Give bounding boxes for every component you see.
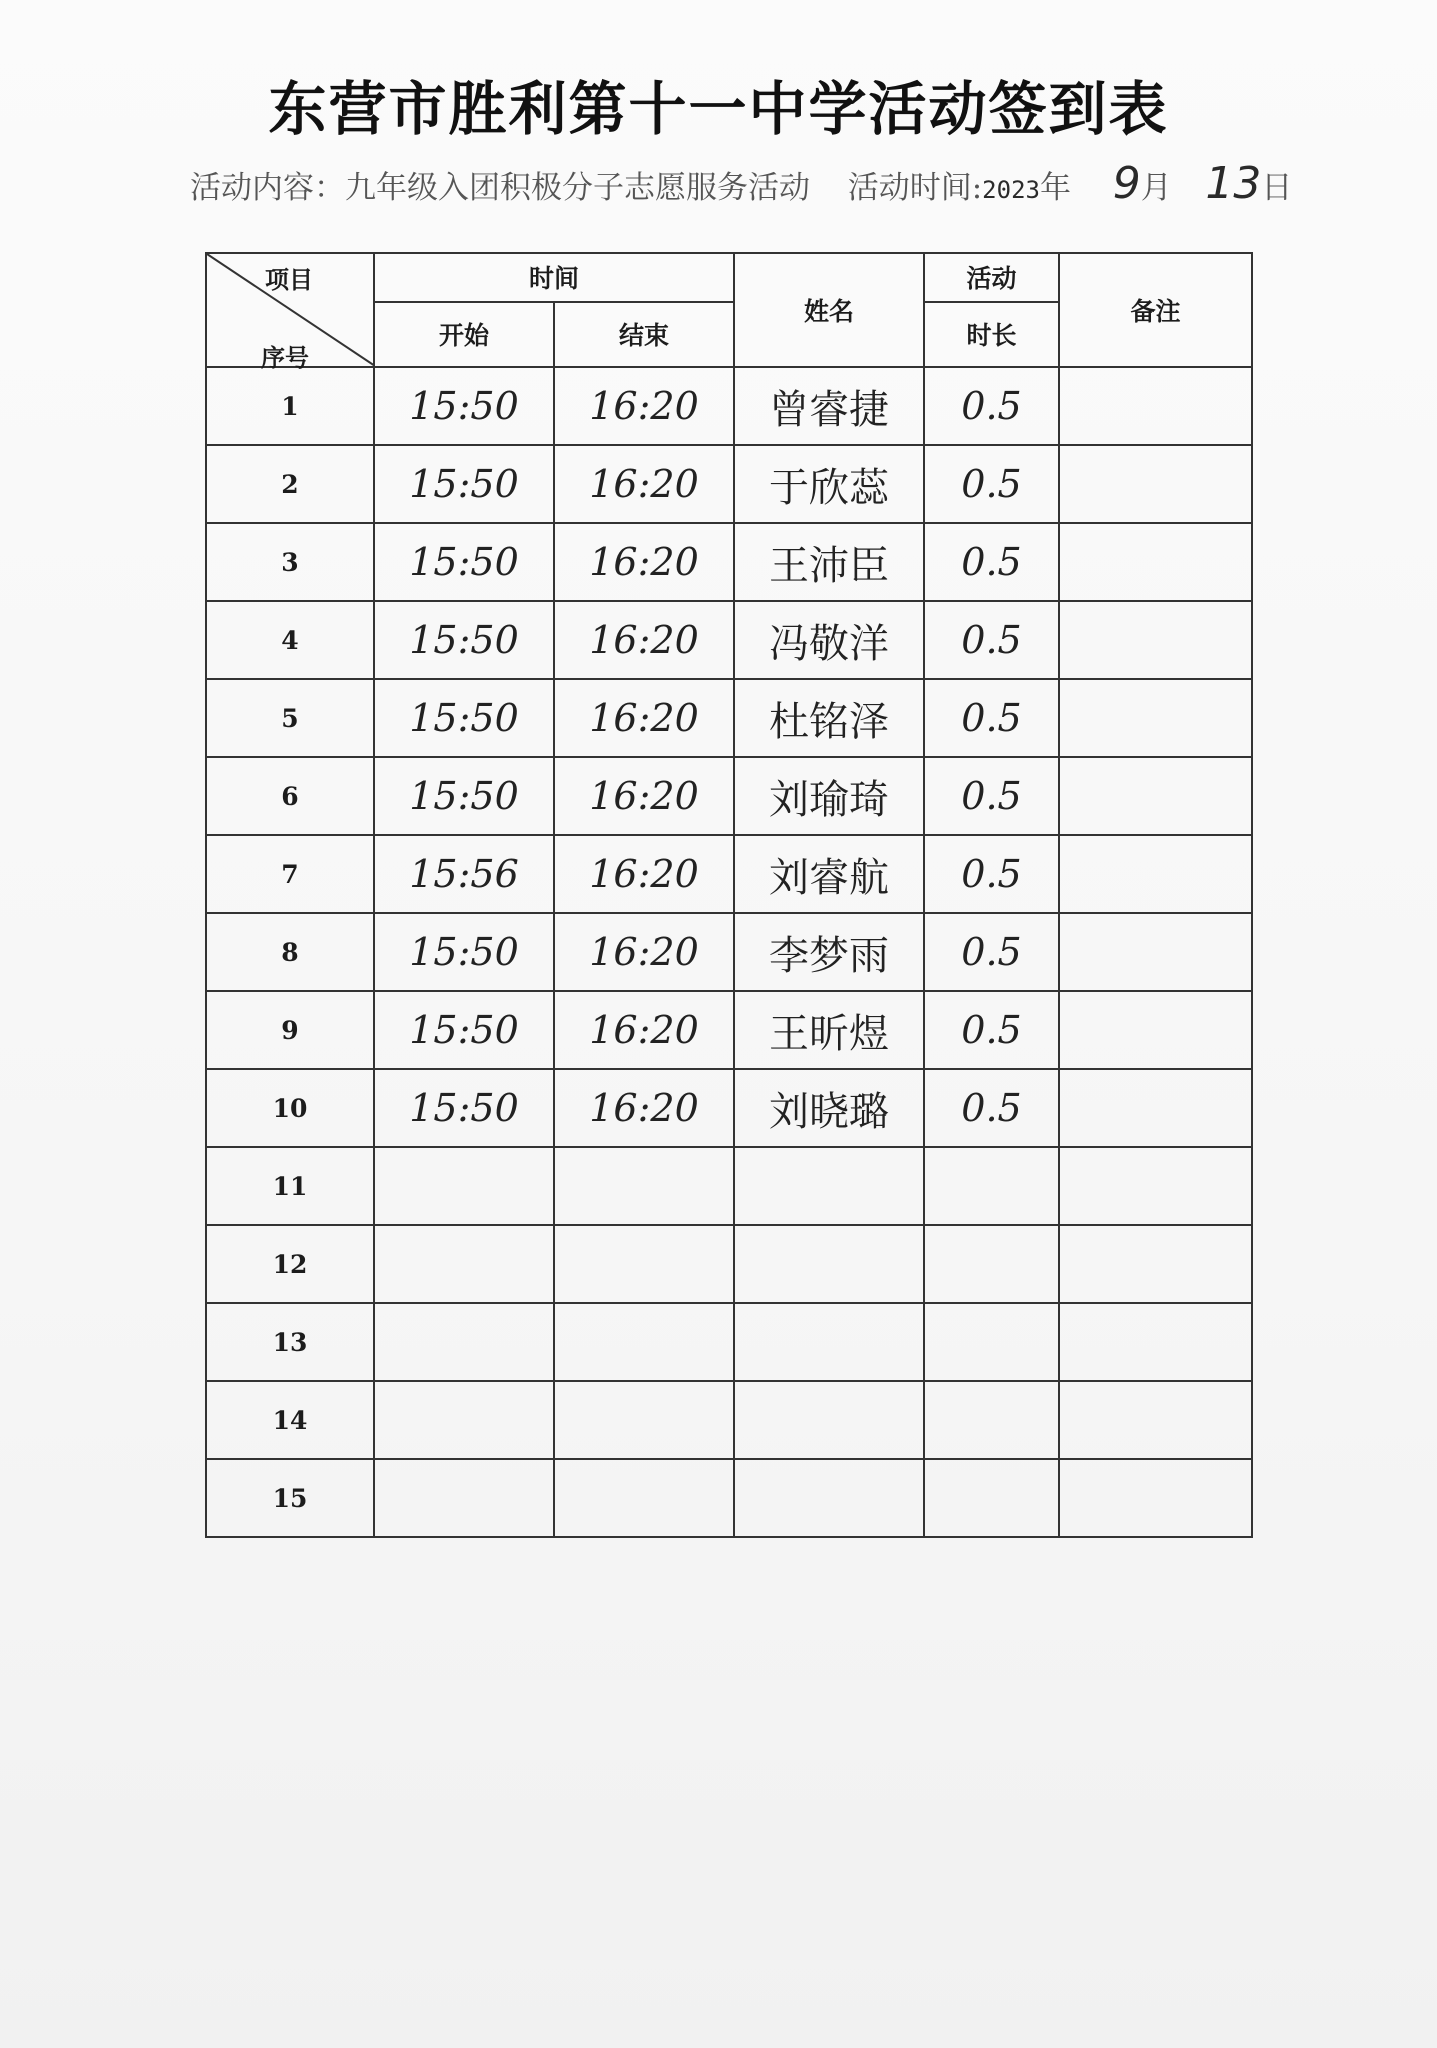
- name-cell: [734, 1303, 924, 1381]
- start-time-cell: 15:50: [374, 679, 554, 757]
- table-row: [206, 757, 1252, 835]
- name-cell: 李梦雨: [734, 913, 924, 991]
- start-time-cell: 15:50: [374, 367, 554, 445]
- start-time-cell: [374, 1303, 554, 1381]
- content-value: 九年级入团积极分子志愿服务活动: [345, 170, 810, 206]
- name-cell: [734, 1225, 924, 1303]
- table-row: [206, 1459, 1252, 1537]
- remark-cell: [1059, 445, 1252, 523]
- duration-cell: 0.5: [924, 445, 1059, 523]
- name-cell: 刘晓璐: [734, 1069, 924, 1147]
- remark-cell: [1059, 991, 1252, 1069]
- remark-cell: [1059, 1147, 1252, 1225]
- day-char: 日: [1261, 170, 1293, 206]
- table-row: [206, 523, 1252, 601]
- remark-cell: [1059, 1459, 1252, 1537]
- sign-in-table: [205, 252, 1253, 1538]
- table-row: [206, 367, 1252, 445]
- name-cell: 刘瑜琦: [734, 757, 924, 835]
- start-time-cell: 15:50: [374, 757, 554, 835]
- row-number: 11: [206, 1147, 374, 1225]
- end-time-cell: [554, 1459, 734, 1537]
- duration-cell: [924, 1225, 1059, 1303]
- row-number: 15: [206, 1459, 374, 1537]
- table-row: [206, 1303, 1252, 1381]
- start-time-cell: [374, 1459, 554, 1537]
- corner-number-label: 序号: [261, 343, 309, 372]
- end-time-cell: [554, 1147, 734, 1225]
- duration-cell: 0.5: [924, 367, 1059, 445]
- remark-cell: [1059, 1381, 1252, 1459]
- remark-header: 备注: [1059, 253, 1252, 367]
- year-char: 年: [1039, 170, 1071, 206]
- duration-header-bottom: 时长: [924, 302, 1059, 367]
- name-cell: 王沛臣: [734, 523, 924, 601]
- row-number: 14: [206, 1381, 374, 1459]
- day-handwritten: 13: [1205, 158, 1262, 209]
- start-time-cell: 15:50: [374, 601, 554, 679]
- month-char: 月: [1140, 170, 1172, 206]
- name-cell: 于欣蕊: [734, 445, 924, 523]
- row-number: 7: [206, 835, 374, 913]
- table-row: [206, 1225, 1252, 1303]
- end-time-cell: 16:20: [554, 991, 734, 1069]
- end-time-cell: [554, 1303, 734, 1381]
- name-cell: 曾睿捷: [734, 367, 924, 445]
- duration-cell: 0.5: [924, 991, 1059, 1069]
- remark-cell: [1059, 1225, 1252, 1303]
- start-time-cell: [374, 1225, 554, 1303]
- name-cell: [734, 1147, 924, 1225]
- table-row: [206, 835, 1252, 913]
- start-time-cell: [374, 1381, 554, 1459]
- duration-cell: 0.5: [924, 913, 1059, 991]
- start-time-cell: 15:56: [374, 835, 554, 913]
- remark-cell: [1059, 1303, 1252, 1381]
- row-number: 13: [206, 1303, 374, 1381]
- row-number: 6: [206, 757, 374, 835]
- row-number: 12: [206, 1225, 374, 1303]
- table-row: [206, 1069, 1252, 1147]
- name-cell: 杜铭泽: [734, 679, 924, 757]
- table-row: [206, 445, 1252, 523]
- duration-cell: 0.5: [924, 835, 1059, 913]
- name-cell: 刘睿航: [734, 835, 924, 913]
- row-number: 5: [206, 679, 374, 757]
- table-row: [206, 679, 1252, 757]
- remark-cell: [1059, 601, 1252, 679]
- start-time-cell: 15:50: [374, 991, 554, 1069]
- table-row: [206, 601, 1252, 679]
- table-row: [206, 913, 1252, 991]
- time-header: 时间: [374, 253, 734, 302]
- table-row: [206, 991, 1252, 1069]
- remark-cell: [1059, 679, 1252, 757]
- document-title: 东营市胜利第十一中学活动签到表: [268, 75, 1169, 143]
- end-time-cell: 16:20: [554, 757, 734, 835]
- year-handwritten: 2023: [982, 176, 1040, 204]
- end-time-cell: [554, 1381, 734, 1459]
- activity-info-line: [190, 158, 1292, 209]
- name-cell: [734, 1381, 924, 1459]
- duration-header-top: 活动: [924, 253, 1059, 302]
- corner-header: [206, 253, 374, 372]
- table-row: [206, 1381, 1252, 1459]
- end-time-cell: 16:20: [554, 601, 734, 679]
- name-cell: 王昕煜: [734, 991, 924, 1069]
- duration-cell: 0.5: [924, 523, 1059, 601]
- name-cell: [734, 1459, 924, 1537]
- row-number: 4: [206, 601, 374, 679]
- start-time-cell: [374, 1147, 554, 1225]
- corner-item-label: 项目: [265, 265, 313, 294]
- row-number: 8: [206, 913, 374, 991]
- remark-cell: [1059, 757, 1252, 835]
- duration-cell: [924, 1459, 1059, 1537]
- month-handwritten: 9: [1112, 158, 1141, 209]
- end-time-cell: 16:20: [554, 835, 734, 913]
- row-number: 10: [206, 1069, 374, 1147]
- end-time-cell: [554, 1225, 734, 1303]
- end-time-cell: 16:20: [554, 679, 734, 757]
- duration-cell: [924, 1303, 1059, 1381]
- start-header: 开始: [374, 302, 554, 367]
- row-number: 9: [206, 991, 374, 1069]
- name-header: 姓名: [734, 253, 924, 367]
- table-row: [206, 1147, 1252, 1225]
- start-time-cell: 15:50: [374, 913, 554, 991]
- end-time-cell: 16:20: [554, 445, 734, 523]
- content-label: 活动内容：: [190, 170, 345, 206]
- remark-cell: [1059, 913, 1252, 991]
- duration-cell: 0.5: [924, 601, 1059, 679]
- remark-cell: [1059, 835, 1252, 913]
- duration-cell: 0.5: [924, 679, 1059, 757]
- duration-cell: [924, 1147, 1059, 1225]
- row-number: 3: [206, 523, 374, 601]
- row-number: 2: [206, 445, 374, 523]
- end-time-cell: 16:20: [554, 523, 734, 601]
- duration-cell: [924, 1381, 1059, 1459]
- remark-cell: [1059, 523, 1252, 601]
- end-time-cell: 16:20: [554, 1069, 734, 1147]
- row-number: 1: [206, 367, 374, 445]
- start-time-cell: 15:50: [374, 445, 554, 523]
- duration-cell: 0.5: [924, 757, 1059, 835]
- end-time-cell: 16:20: [554, 913, 734, 991]
- remark-cell: [1059, 1069, 1252, 1147]
- end-header: 结束: [554, 302, 734, 367]
- remark-cell: [1059, 367, 1252, 445]
- end-time-cell: 16:20: [554, 367, 734, 445]
- name-cell: 冯敬洋: [734, 601, 924, 679]
- start-time-cell: 15:50: [374, 1069, 554, 1147]
- start-time-cell: 15:50: [374, 523, 554, 601]
- time-label: 活动时间:: [847, 170, 983, 206]
- duration-cell: 0.5: [924, 1069, 1059, 1147]
